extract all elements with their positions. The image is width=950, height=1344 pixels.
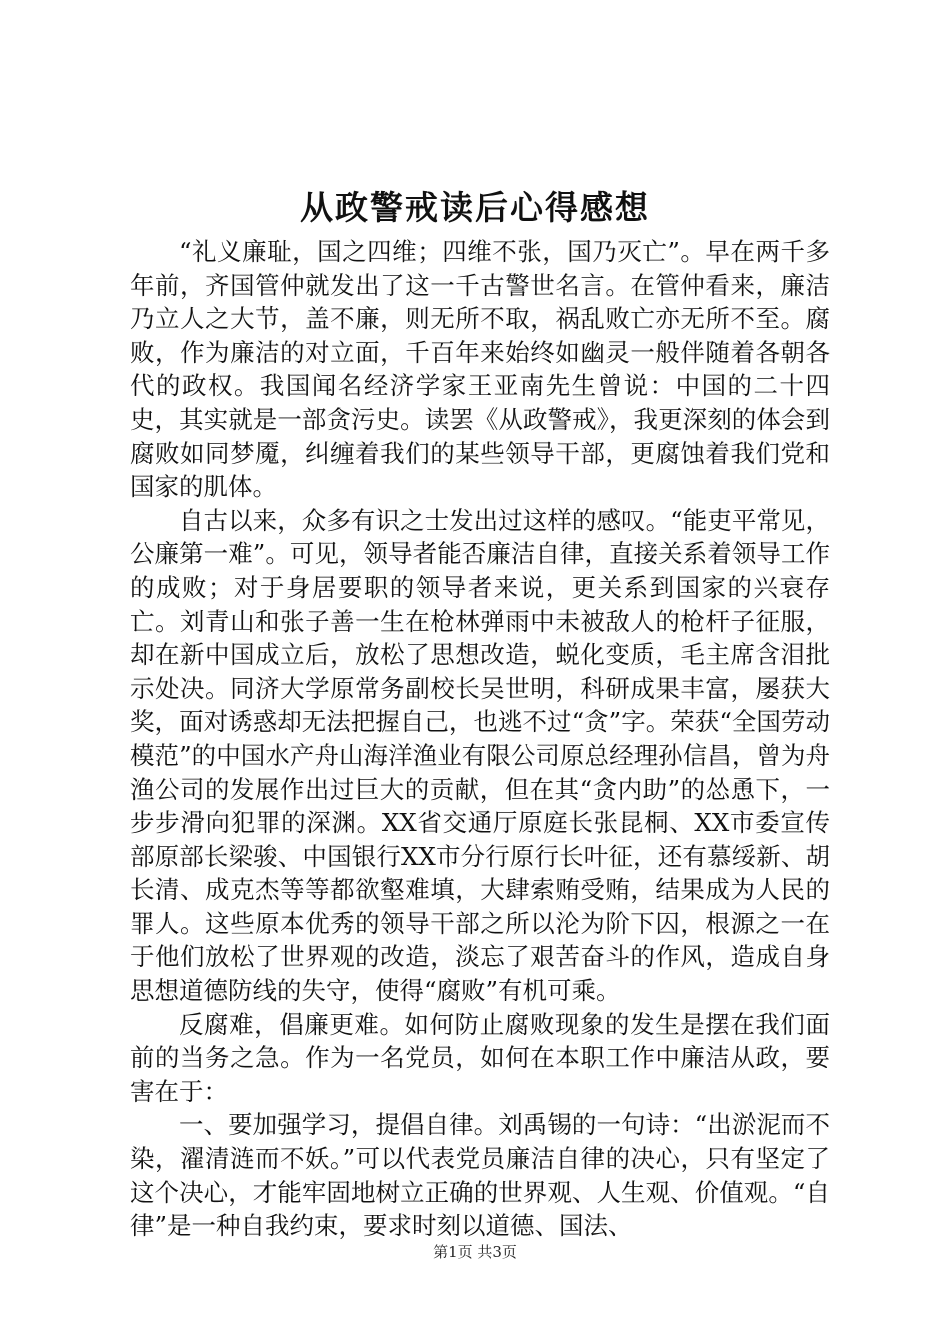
document-title: 从政警戒读后心得感想 xyxy=(300,188,650,227)
paragraph-4: 一、要加强学习，提倡自律。刘禹锡的一句诗：“出淤泥而不染，濯清涟而不妖。”可以代表党员廉洁自律的决心，只有坚定了这个决心，才能牢固地树立正确的世界观、人生观、价值观。“自律”是一种自我约束，要求时刻以道德、国法、 xyxy=(130,1110,830,1241)
paragraph-3: 反腐难，倡廉更难。如何防止腐败现象的发生是摆在我们面前的当务之急。作为一名党员，如何在本职工作中廉洁从政，要害在于： xyxy=(130,1009,830,1106)
paragraph-1: “礼义廉耻，国之四维；四维不张，国乃灭亡”。早在两千多年前，齐国管仲就发出了这一千古警世名言。在管仲看来，廉洁乃立人之大节，盖不廉，则无所不取，祸乱败亡亦无所不至。腐败，作为廉洁的对立面，千百年来始终如幽灵一般伴随着各朝各代的政权。我国闻名经济学家王亚南先生曾说：中国的二十四史，其实就是一部贪污史。读罢《从政警戒》，我更深刻的体会到腐败如同梦魇，纠缠着我们的某些领导干部，更腐蚀着我们党和国家的肌体。 xyxy=(130,237,830,502)
page-number-footer: 第1页 共3页 xyxy=(433,1243,517,1261)
document-body xyxy=(130,235,830,1243)
paragraph-2: 自古以来，众多有识之士发出过这样的感叹。“能吏平常见，公廉第一难”。可见，领导者能否廉洁自律，直接关系着领导工作的成败；对于身居要职的领导者来说，更关系到国家的兴衰存亡。刘青山和张子善一生在枪林弹雨中未被敌人的枪杆子征服，却在新中国成立后，放松了思想改造，蜕化变质，毛主席含泪批示处决。同济大学原常务副校长吴世明，科研成果丰富，屡获大奖，面对诱惑却无法把握自己，也逃不过“贪”字。荣获“全国劳动模范”的中国水产舟山海洋渔业有限公司原总经理孙信昌，曾为舟渔公司的发展作出过巨大的贡献，但在其“贪内助”的怂恿下，一步步滑向犯罪的深渊。XX省交通厅原庭长张昆桐、XX市委宣传部原部长梁骏、中国银行XX市分行原行长叶征，还有慕绥新、胡长清、成克杰等等都欲壑难填，大肆索贿受贿，结果成为人民的罪人。这些原本优秀的领导干部之所以沦为阶下囚，根源之一在于他们放松了世界观的改造，淡忘了艰苦奋斗的作风，造成自身思想道德防线的失守，使得“腐败”有机可乘。 xyxy=(130,505,830,1006)
